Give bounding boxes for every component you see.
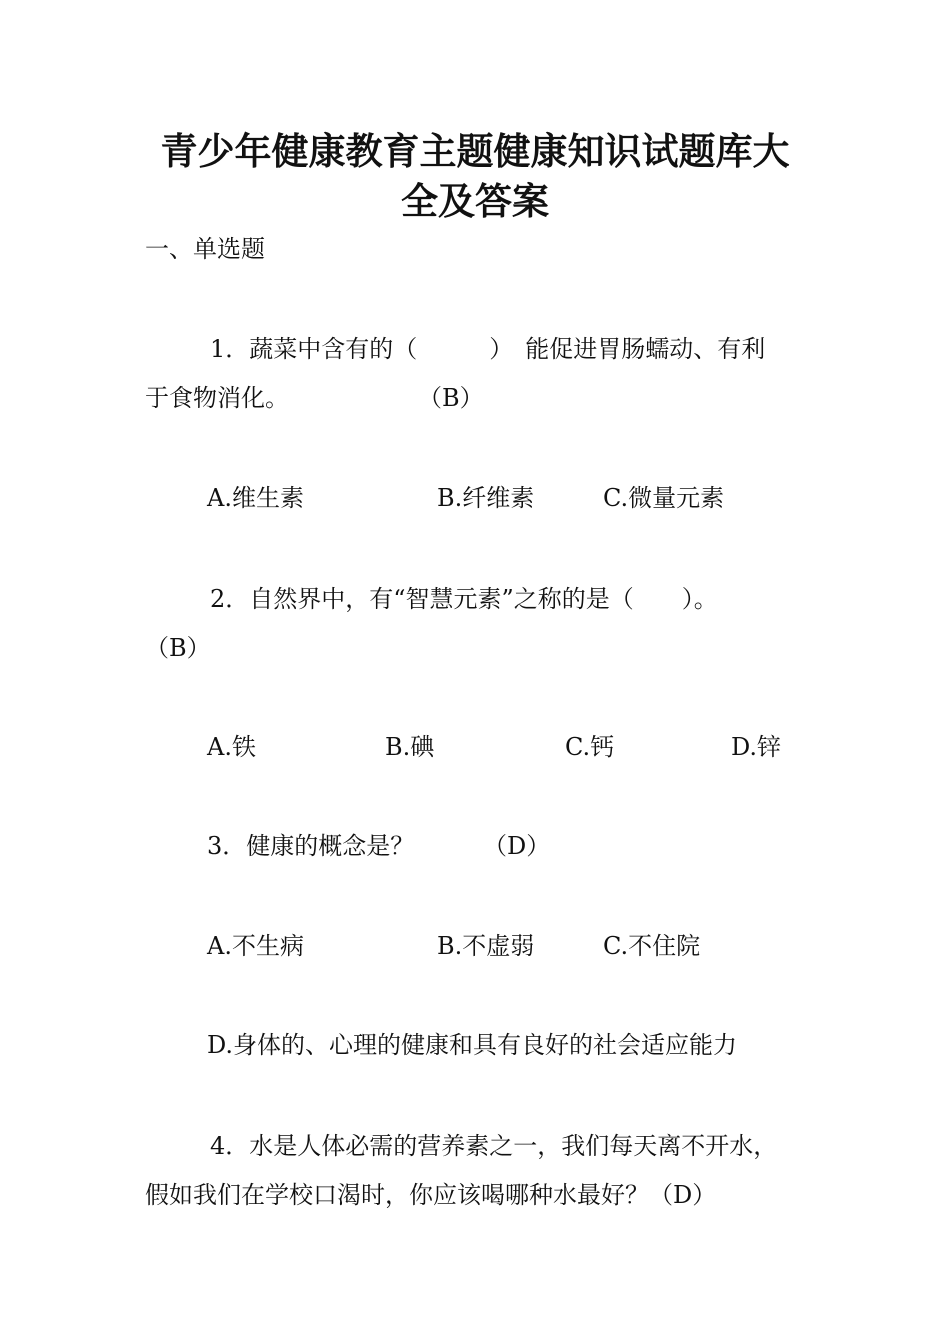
question-4-text: 4．水是人体必需的营养素之一，我们每天离不开水， <box>210 1132 778 1160</box>
question-3-option-d: D.身体的、心理的健康和具有良好的社会适应能力 <box>207 1031 738 1059</box>
question-3-option-b: B.不虚弱 <box>437 932 535 960</box>
question-1-option-b: B.纤维素 <box>437 484 535 512</box>
question-1-option-c: C.微量元素 <box>603 484 725 512</box>
page-title-line-2: 全及答案 <box>401 180 549 223</box>
section-heading: 一、单选题 <box>145 235 265 263</box>
question-3-answer: （D） <box>483 832 551 860</box>
question-3-text: 3．健康的概念是？ <box>207 832 415 860</box>
question-2-option-c: C.钙 <box>565 733 615 761</box>
question-4-text-continued: 假如我们在学校口渴时，你应该喝哪种水最好？（D） <box>145 1181 717 1209</box>
question-2-option-a: A.铁 <box>207 733 256 761</box>
question-3-option-c: C.不住院 <box>603 932 701 960</box>
question-1-answer: （B） <box>418 384 484 412</box>
question-1-option-a: A.维生素 <box>207 484 304 512</box>
question-1-text-continued: 于食物消化。 <box>145 384 289 412</box>
question-2-option-b: B.碘 <box>385 733 435 761</box>
question-2-answer: （B） <box>145 634 211 662</box>
page-title-line-1: 青少年健康教育主题健康知识试题库大 <box>160 130 790 173</box>
question-2-option-d: D.锌 <box>731 733 782 761</box>
question-1-text: 1．蔬菜中含有的（ ） 能促进胃肠蠕动、有利 <box>210 335 766 363</box>
question-3-option-a: A.不生病 <box>207 932 304 960</box>
question-2-text: 2．自然界中，有“智慧元素”之称的是（ ）。 <box>210 585 718 613</box>
